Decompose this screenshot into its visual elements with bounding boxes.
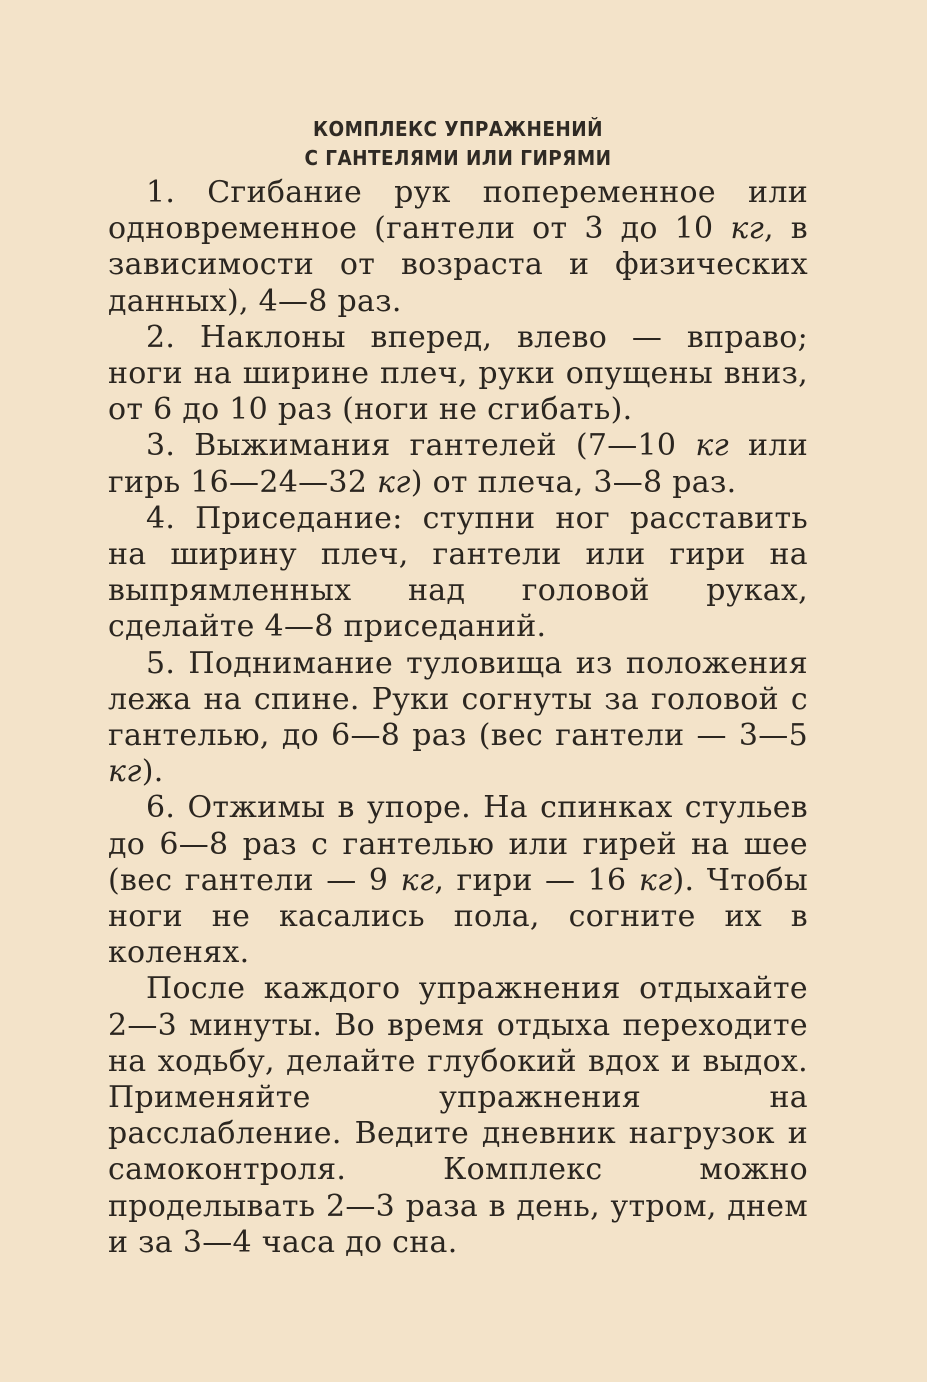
document-title [136,115,780,173]
paragraph-5: 5. Поднимание туловища из положения лежа на спине. Руки согнуты за головой с гантелью, до 6—8 раз (вес гантели — 3—5 кг). [108,645,808,790]
title-line-2: С ГАНТЕЛЯМИ ИЛИ ГИРЯМИ [304,146,612,170]
paragraph-6: 6. Отжимы в упоре. На спинках стульев до 6—8 раз с гантелью или гирей на шее (вес гантели — 9 кг, гири — 16 кг). Чтобы ноги не касались пола, согните их в коленях. [108,790,808,971]
unit-label: кг [695,428,730,464]
unit-label: кг [377,464,411,500]
unit-label: кг [638,862,673,898]
unit-label: кг [400,862,435,898]
paragraph-3: 3. Выжимания гантелей (7—10 кг или гирь 16—24—32 кг) от плеча, 3—8 раз. [108,428,808,500]
title-line-1: КОМПЛЕКС УПРАЖНЕНИЙ [313,117,603,141]
document-page [108,115,808,1261]
paragraph-2: 2. Наклоны вперед, влево — вправо; ноги на ширине плеч, руки опущены вниз, от 6 до 10 раз (ноги не сгибать). [108,319,808,428]
paragraph-4: 4. Приседание: ступни ног расставить на ширину плеч, гантели или гири на выпрямленных над головой руках, сделайте 4—8 приседаний. [108,500,808,645]
paragraph-1: 1. Сгибание рук попеременное или одновременное (гантели от 3 до 10 кг, в зависимости от возраста и физических данных), 4—8 раз. [108,175,808,319]
paragraph-7: После каждого упражнения отдыхайте 2—3 минуты. Во время отдыха переходите на ходьбу, делайте глубокий вдох и выдох. Применяйте упражнения на расслабление. Ведите дневник нагрузок и самоконтроля. Комплекс можно проделывать 2—3 раза в день, утром, днем и за 3—4 часа до сна. [108,971,808,1260]
document-body [108,175,808,1261]
unit-label: кг [108,754,142,790]
unit-label: кг [730,211,765,247]
